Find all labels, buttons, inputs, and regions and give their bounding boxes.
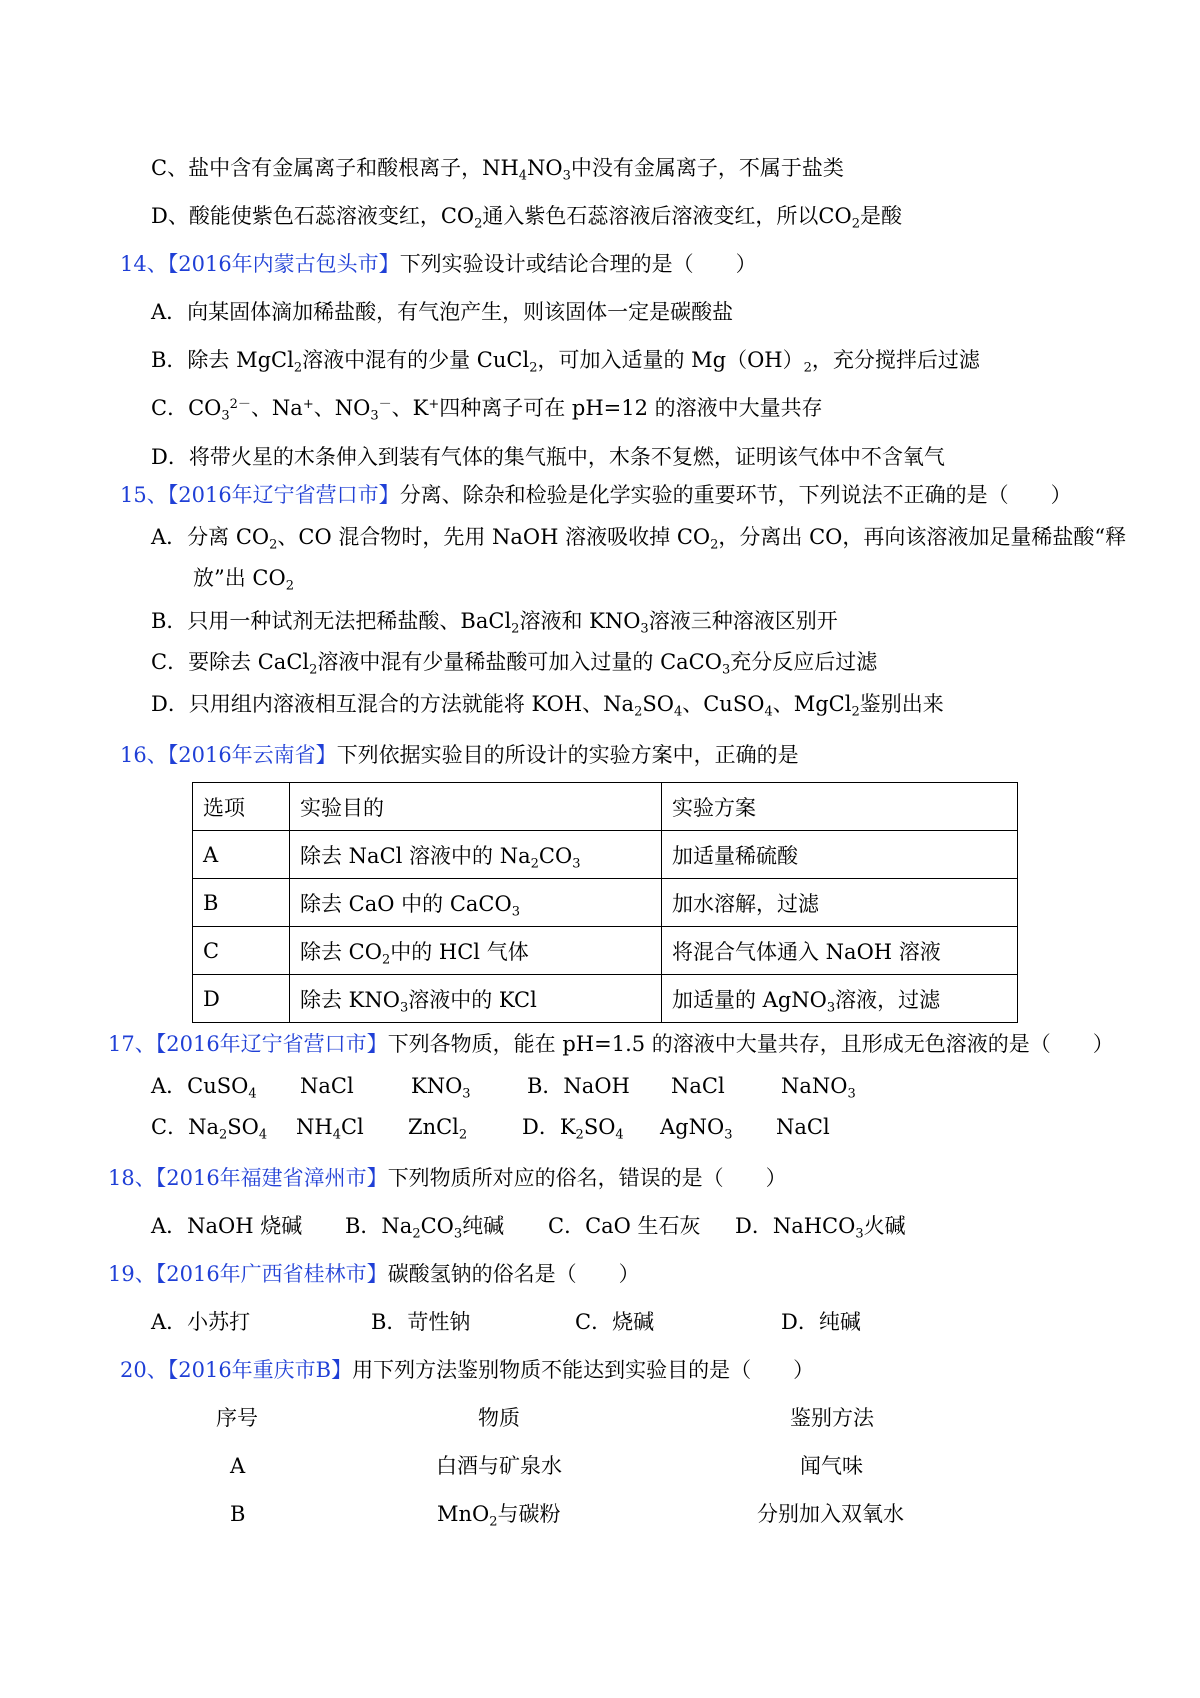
q17-b-2: NaCl: [671, 1074, 725, 1098]
q15-option-a-cont: 放”出 $CO_2$: [193, 566, 294, 594]
table-row: [193, 927, 1018, 975]
q17-a-1: A．CuSO$_4$: [151, 1074, 257, 1102]
q20-header-no: 序号: [216, 1406, 258, 1430]
header-plan: 实验方案: [662, 783, 1018, 831]
q18-option-a: A．NaOH 烧碱: [151, 1214, 303, 1238]
row-option: C: [193, 927, 290, 975]
q17-b-3: NaNO$_3$: [781, 1074, 856, 1102]
row-option: D: [193, 975, 290, 1023]
row-plan: 将混合气体通入 NaOH 溶液: [662, 927, 1018, 975]
q15-option-b: B．只用一种试剂无法把稀盐酸、BaCl$_2$溶液和 $KNO_3$溶液三种溶液区别开: [151, 609, 838, 637]
row-goal: 除去 CaO 中的 CaCO$_3$: [290, 879, 662, 927]
q18-stem: 18、【2016年福建省漳州市】下列物质所对应的俗名，错误的是（ ）: [108, 1166, 787, 1190]
row-plan: 加水溶解，过滤: [662, 879, 1018, 927]
q16-stem: 16、【2016年云南省】下列依据实验目的所设计的实验方案中，正确的是: [120, 743, 799, 767]
q17-c-3: ZnCl$_2$: [408, 1115, 468, 1143]
table-row: [193, 975, 1018, 1023]
q19-option-b: B．苛性钠: [371, 1310, 471, 1334]
q17-d-1: D．$K_2SO_4$: [522, 1115, 624, 1143]
q20-header-method: 鉴别方法: [790, 1406, 874, 1430]
row-goal: 除去 $KNO_3$溶液中的 KCl: [290, 975, 662, 1023]
row-option: B: [193, 879, 290, 927]
q15-source: 【2016年辽宁省营口市】: [167, 483, 400, 507]
q17-a-2: NaCl: [300, 1074, 354, 1098]
row-plan: 加适量的 AgNO$_3$溶液，过滤: [662, 975, 1018, 1023]
row-goal: 除去 NaCl 溶液中的 $Na_2CO_3$: [290, 831, 662, 879]
q20-row-b-no: B: [230, 1502, 246, 1526]
q13-option-c: C、盐中含有金属离子和酸根离子，$NH_4NO_3$中没有金属离子，不属于盐类: [151, 156, 844, 184]
row-option: A: [193, 831, 290, 879]
q14-stem: 14、【2016年内蒙古包头市】下列实验设计或结论合理的是（ ）: [120, 252, 757, 276]
q18-source: 【2016年福建省漳州市】: [155, 1166, 388, 1190]
q20-header-item: 物质: [478, 1406, 520, 1430]
q17-c-2: $NH_4Cl$: [296, 1115, 364, 1143]
q14-option-d: D．将带火星的木条伸入到装有气体的集气瓶中，木条不复燃，证明该气体中不含氧气: [151, 445, 945, 469]
q16-source: 【2016年云南省】: [167, 743, 337, 767]
q17-b-1: B．NaOH: [527, 1074, 630, 1098]
q16-table: [192, 782, 1018, 1023]
q20-stem: 20、【2016年重庆市B】用下列方法鉴别物质不能达到实验目的是（ ）: [120, 1358, 815, 1382]
table-header-row: [193, 783, 1018, 831]
q17-d-2: AgNO$_3$: [660, 1115, 733, 1143]
row-plan: 加适量稀硫酸: [662, 831, 1018, 879]
q17-a-3: $KNO_3$: [411, 1074, 471, 1102]
table-row: [193, 831, 1018, 879]
q19-stem: 19、【2016年广西省桂林市】碳酸氢钠的俗名是（ ）: [108, 1262, 640, 1286]
q14-source: 【2016年内蒙古包头市】: [167, 252, 400, 276]
row-goal: 除去 $CO_2$中的 HCl 气体: [290, 927, 662, 975]
q18-option-b: B．$Na_2CO_3$纯碱: [345, 1214, 505, 1242]
q17-stem: 17、【2016年辽宁省营口市】下列各物质，能在 pH=1.5 的溶液中大量共存，且形成无色溶液的是（ ）: [108, 1032, 1114, 1056]
q15-stem: 15、【2016年辽宁省营口市】分离、除杂和检验是化学实验的重要环节，下列说法不正确的是（ ）: [120, 483, 1072, 507]
table-row: [193, 879, 1018, 927]
q20-source: 【2016年重庆市B】: [167, 1358, 353, 1382]
q19-option-c: C．烧碱: [575, 1310, 655, 1334]
q15-option-d: D．只用组内溶液相互混合的方法就能将 KOH、$Na_2SO_4$、CuSO$_4$、MgCl$_2$鉴别出来: [151, 692, 944, 720]
q20-row-b-method: 分别加入双氧水: [757, 1502, 904, 1526]
q18-option-c: C．CaO 生石灰: [548, 1214, 701, 1238]
q20-row-a-item: 白酒与矿泉水: [436, 1454, 562, 1478]
q15-option-c: C．要除去 CaCl$_2$溶液中混有少量稀盐酸可加入过量的 CaCO$_3$充分反应后过滤: [151, 650, 878, 678]
q19-option-a: A．小苏打: [151, 1310, 251, 1334]
q13-option-d: D、酸能使紫色石蕊溶液变红，$CO_2$通入紫色石蕊溶液后溶液变红，所以$CO_2$是酸: [151, 204, 902, 232]
q17-c-1: C．$Na_2SO_4$: [151, 1115, 268, 1143]
q14-option-a: A．向某固体滴加稀盐酸，有气泡产生，则该固体一定是碳酸盐: [151, 300, 734, 324]
header-goal: 实验目的: [290, 783, 662, 831]
q19-option-d: D．纯碱: [781, 1310, 861, 1334]
q15-option-a: A．分离 $CO_2$、CO 混合物时，先用 NaOH 溶液吸收掉 $CO_2$，分离出 CO，再向该溶液加足量稀盐酸“释: [151, 525, 1127, 553]
q20-row-a-method: 闻气味: [800, 1454, 863, 1478]
q20-row-a-no: A: [230, 1454, 246, 1478]
q17-source: 【2016年辽宁省营口市】: [155, 1032, 388, 1056]
q18-option-d: D．NaHCO$_3$火碱: [735, 1214, 906, 1242]
q14-option-c: C．$CO_3^{2-}$、Na+、$NO_3^-$、K+四种离子可在 pH=12 的溶液中大量共存: [151, 396, 823, 424]
header-option: 选项: [193, 783, 290, 831]
q17-d-3: NaCl: [776, 1115, 830, 1139]
q20-row-b-item: MnO$_2$与碳粉: [437, 1502, 561, 1530]
q14-option-b: B．除去 MgCl$_2$溶液中混有的少量 CuCl$_2$，可加入适量的 $Mg(OH)_2$，充分搅拌后过滤: [151, 348, 980, 376]
q19-source: 【2016年广西省桂林市】: [155, 1262, 388, 1286]
